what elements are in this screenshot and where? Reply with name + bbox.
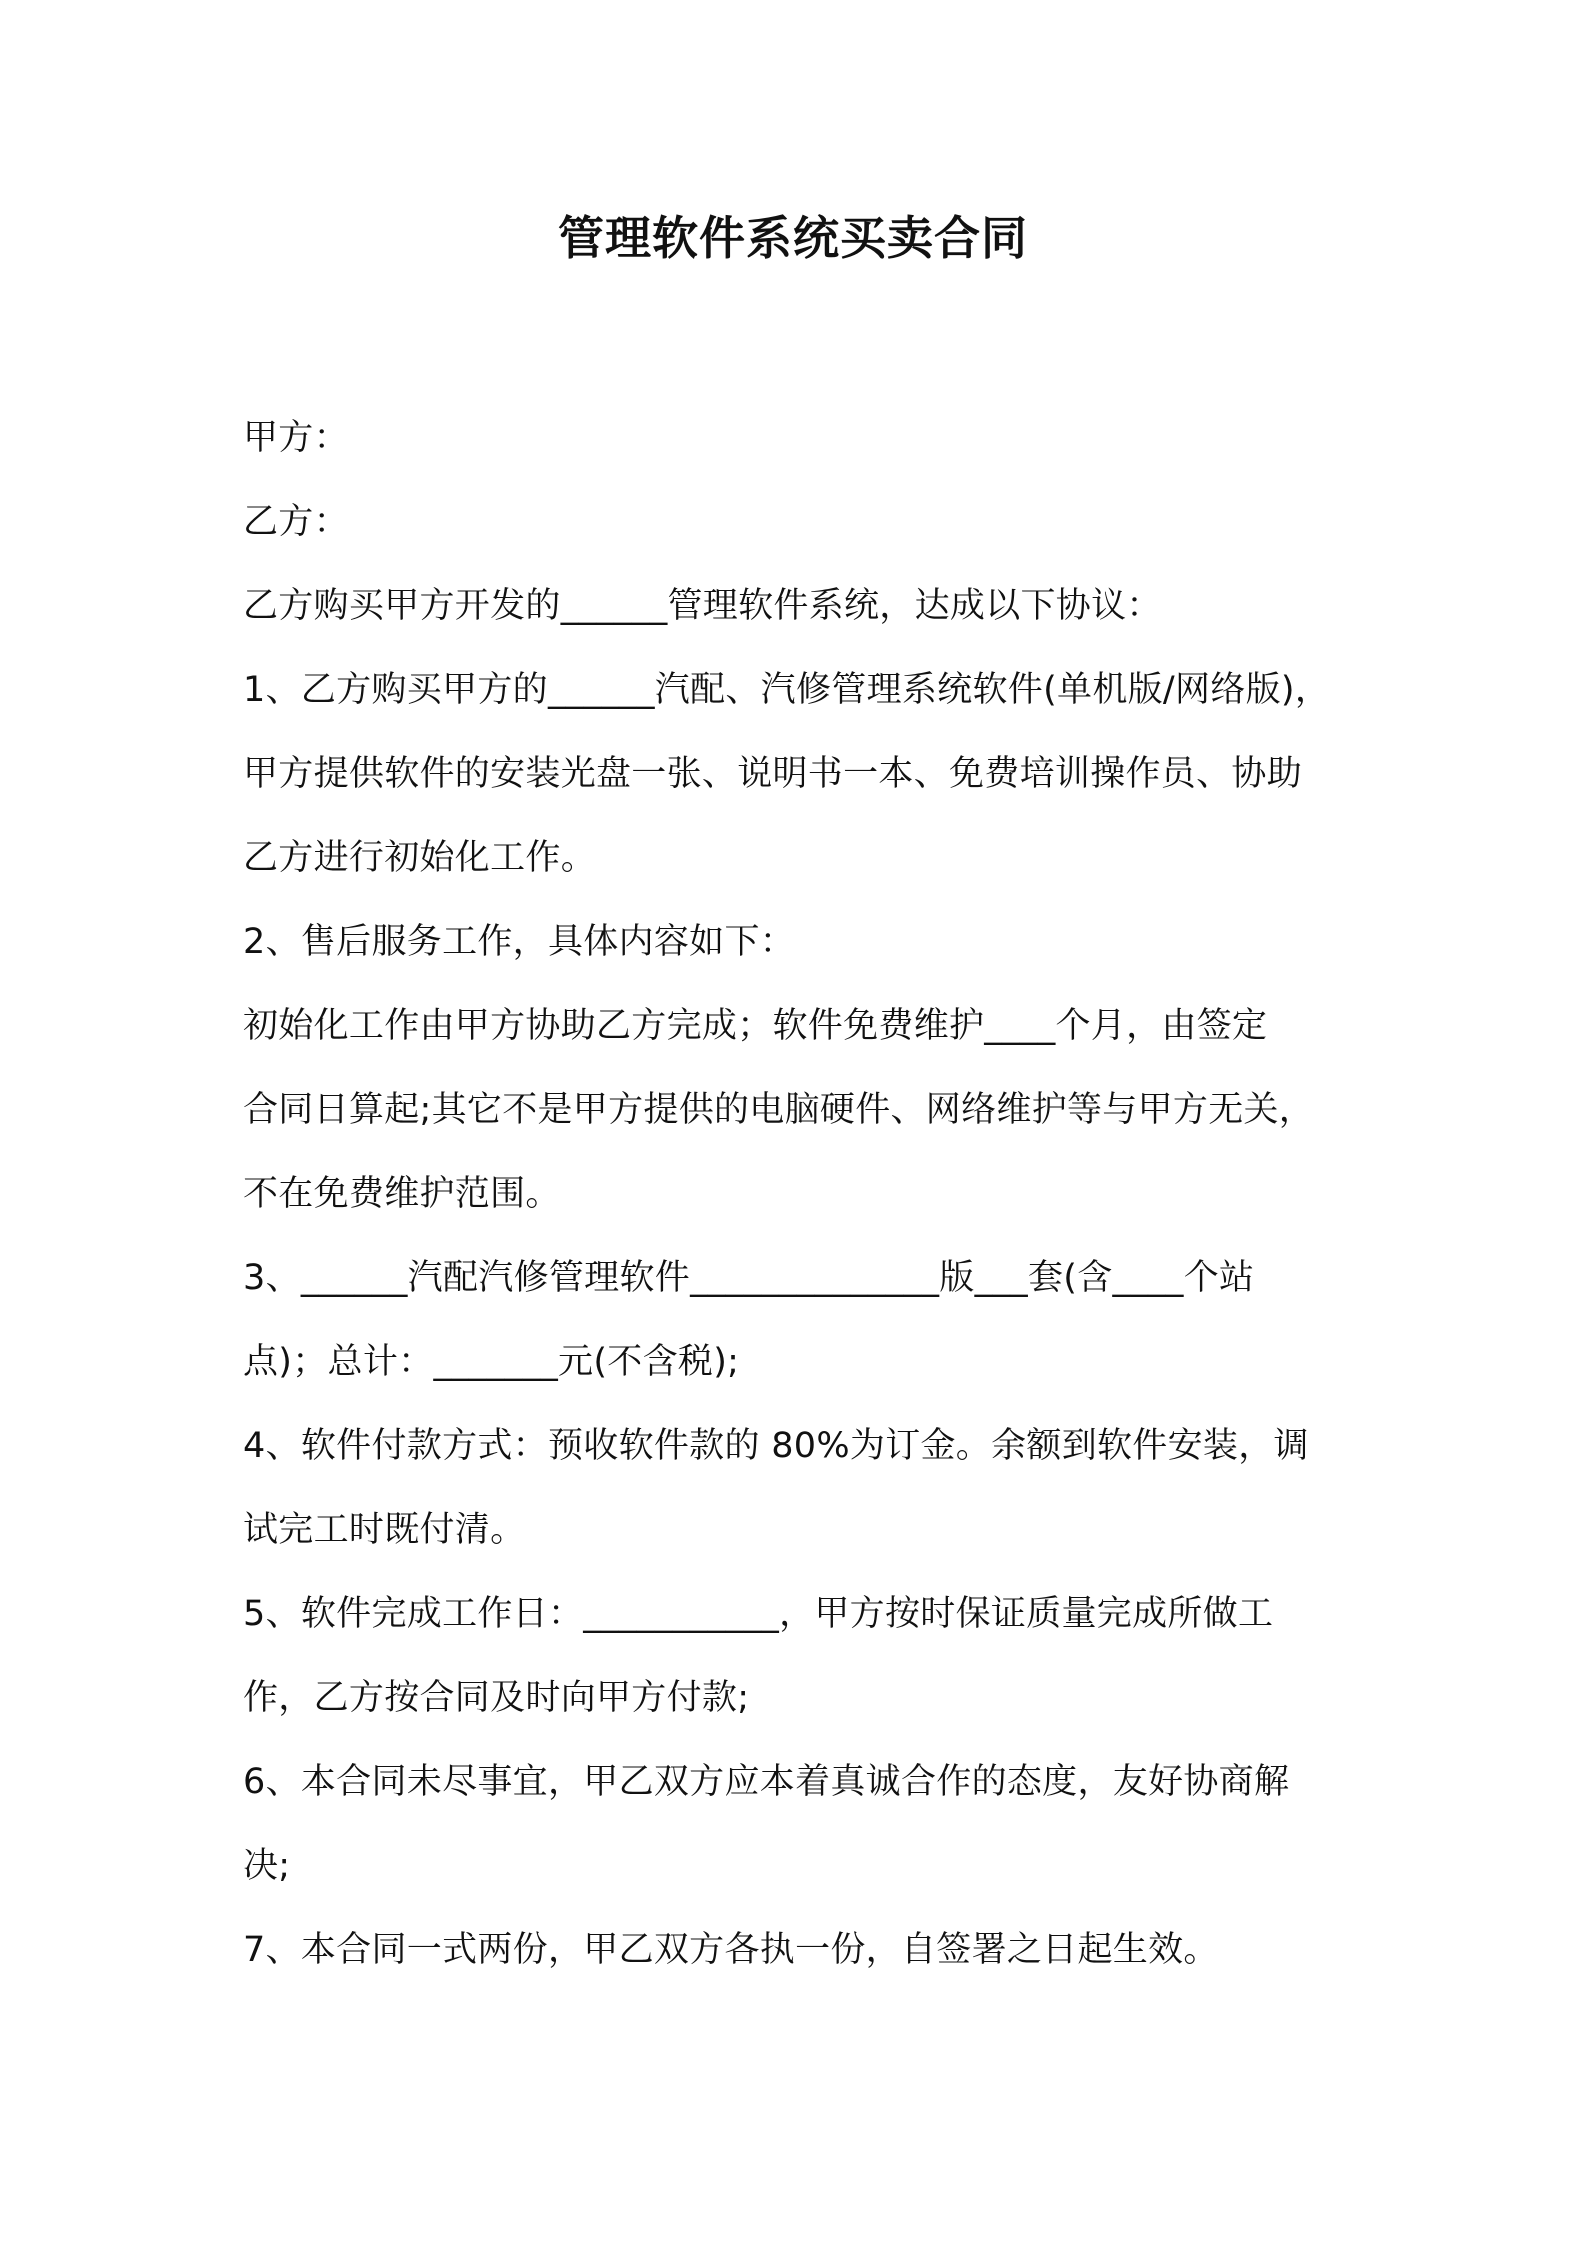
intro-line: 乙方购买甲方开发的______管理软件系统，达成以下协议： <box>243 586 1162 626</box>
clause-1-line-3: 乙方进行初始化工作。 <box>243 838 597 878</box>
party-b-line: 乙方： <box>243 502 349 542</box>
clause-6-line-2: 决; <box>243 1846 291 1886</box>
clause-2-heading: 2、售后服务工作，具体内容如下： <box>243 922 796 962</box>
clause-6-line-1: 6、本合同未尽事宜，甲乙双方应本着真诚合作的态度，友好协商解 <box>243 1762 1290 1802</box>
clause-1-line-2: 甲方提供软件的安装光盘一张、说明书一本、免费培训操作员、协助 <box>243 754 1303 794</box>
clause-4-line-1: 4、软件付款方式：预收软件款的 80%为订金。余额到软件安装，调 <box>243 1426 1309 1466</box>
party-a-line: 甲方： <box>243 418 349 458</box>
clause-5-line-1: 5、软件完成工作日：___________，甲方按时保证质量完成所做工 <box>243 1594 1274 1634</box>
clause-3-line-1: 3、______汽配汽修管理软件______________版___套(含____个站 <box>243 1258 1255 1298</box>
clause-2-line-3: 不在免费维护范围。 <box>243 1174 561 1214</box>
clause-4-line-2: 试完工时既付清。 <box>243 1510 526 1550</box>
clause-2-line-1: 初始化工作由甲方协助乙方完成；软件免费维护____个月，由签定 <box>243 1006 1268 1046</box>
clause-5-line-2: 作，乙方按合同及时向甲方付款; <box>243 1678 750 1718</box>
clause-1-line-1: 1、乙方购买甲方的______汽配、汽修管理系统软件(单机版/网络版)， <box>243 670 1331 710</box>
clause-7-line-1: 7、本合同一式两份，甲乙双方各执一份，自签署之日起生效。 <box>243 1930 1219 1970</box>
clause-3-line-2: 点)；总计：_______元(不含税); <box>243 1342 740 1382</box>
clause-2-line-2: 合同日算起;其它不是甲方提供的电脑硬件、网络维护等与甲方无关， <box>243 1090 1315 1130</box>
document-title: 管理软件系统买卖合同 <box>558 211 1028 265</box>
